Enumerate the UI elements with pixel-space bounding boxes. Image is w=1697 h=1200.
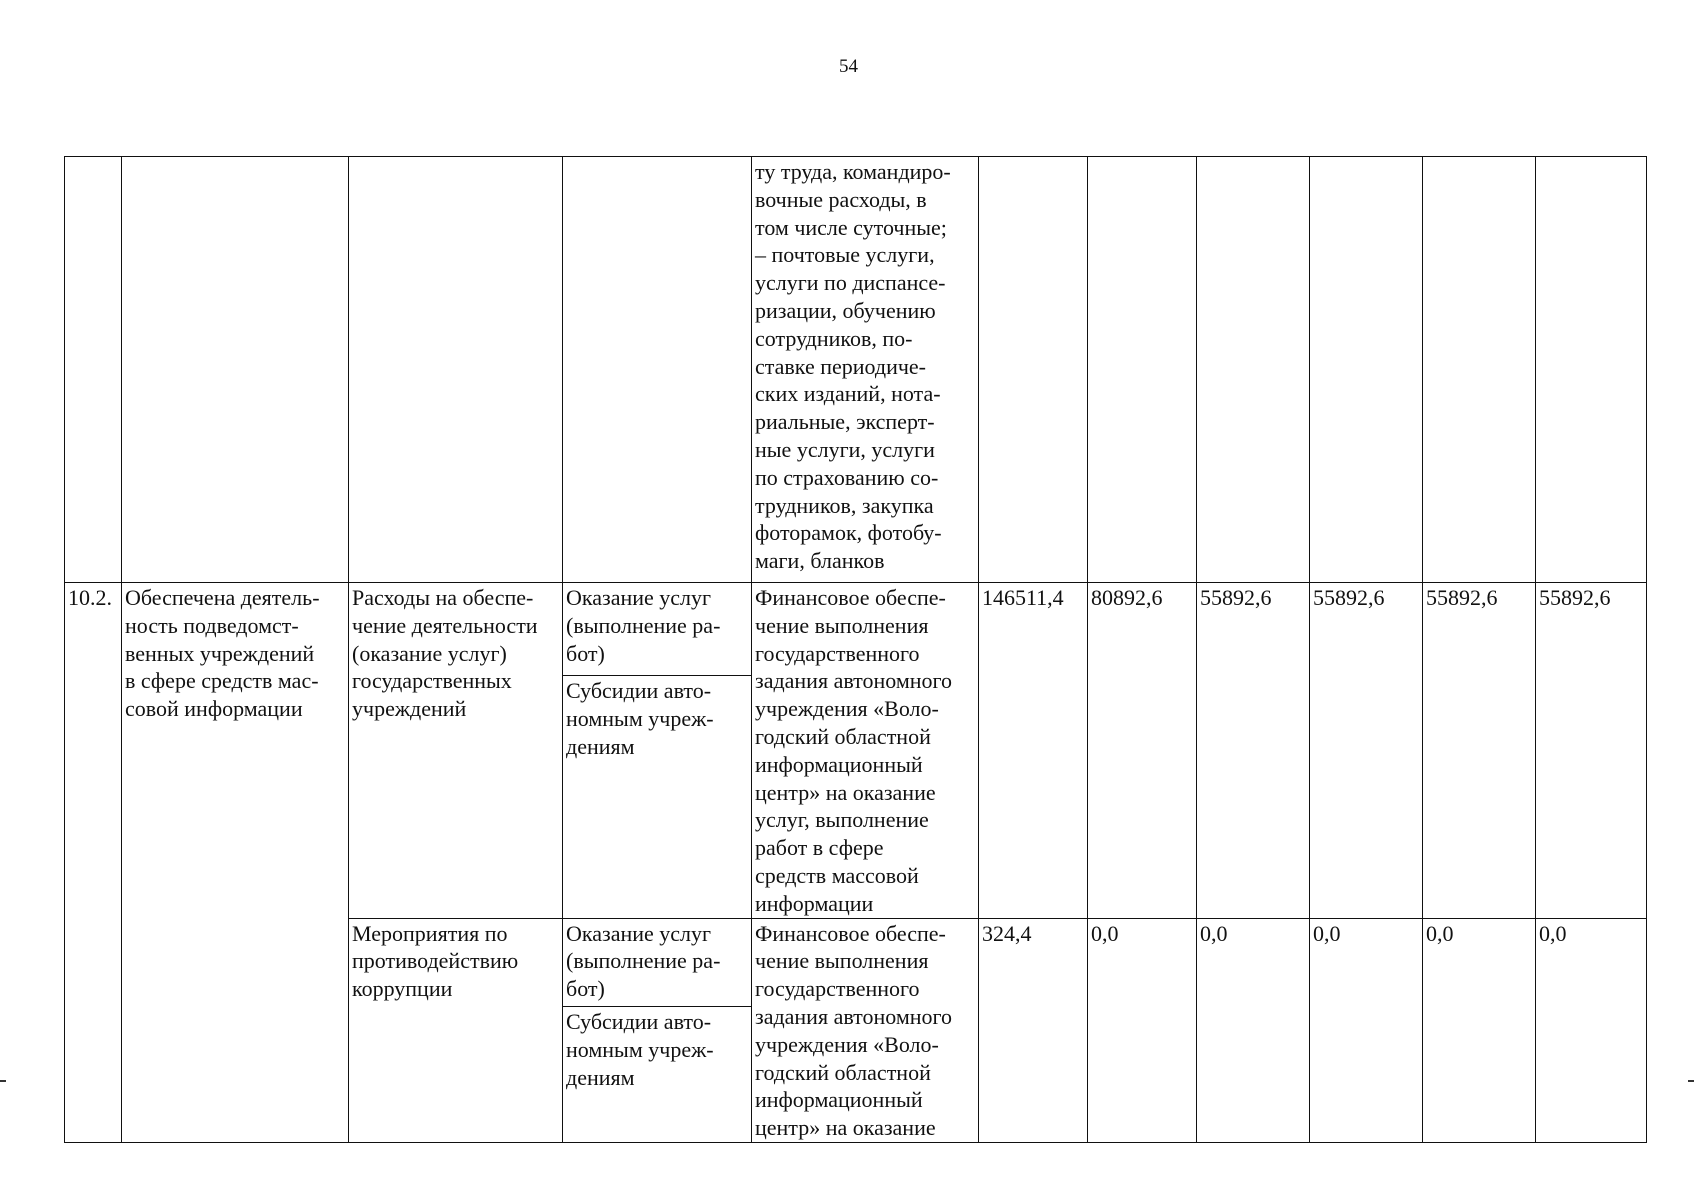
cell-type: Оказание услуг (выполнение ра- бот) xyxy=(563,583,752,676)
scan-margin-mark-left xyxy=(0,1080,6,1082)
cell-value: 0,0 xyxy=(1088,918,1197,1142)
cell-value: 80892,6 xyxy=(1088,583,1197,919)
scan-margin-mark-right xyxy=(1688,1080,1694,1082)
cell-value: 0,0 xyxy=(1423,918,1536,1142)
cell-description: Финансовое обеспе- чение выполнения государственного задания автономного учреждения «Воло- годский областной информационный центр» на оказание xyxy=(752,918,979,1142)
cell-result: Обеспечена деятель- ность подведомст- венных учреждений в сфере средств мас- совой информации xyxy=(122,583,349,1143)
page-number: 54 xyxy=(839,56,858,77)
cell-value: 0,0 xyxy=(1310,918,1423,1142)
cell-value: 324,4 xyxy=(979,918,1088,1142)
cell-description: ту труда, командиро- вочные расходы, в том числе суточные; – почтовые услуги, услуги по диспансе- ризации, обучению сотрудников, по- ставке периодиче- ских изданий, нота- риальные, эксперт- ные услуги, услуги по страхованию со- трудников, закупка фоторамок, фотобу- маги, бланков xyxy=(752,157,979,583)
cell-value xyxy=(1197,157,1310,583)
cell-value: 55892,6 xyxy=(1197,583,1310,919)
cell-activity: Расходы на обеспе- чение деятельности (оказание услуг) государственных учреждений xyxy=(349,583,563,919)
cell-value: 55892,6 xyxy=(1310,583,1423,919)
cell-type: Оказание услуг (выполнение ра- бот) xyxy=(563,918,752,1007)
cell-type: Субсидии авто- номным учреж- дениям xyxy=(563,1007,752,1143)
cell-value: 0,0 xyxy=(1197,918,1310,1142)
table-row-continuation xyxy=(65,157,1647,583)
cell-activity: Мероприятия по противодействию коррупции xyxy=(349,918,563,1142)
cell-type xyxy=(563,157,752,583)
cell-value xyxy=(1536,157,1647,583)
cell-value xyxy=(1423,157,1536,583)
budget-table xyxy=(64,156,1647,1143)
cell-value xyxy=(979,157,1088,583)
cell-value xyxy=(1088,157,1197,583)
cell-result xyxy=(122,157,349,583)
cell-value: 55892,6 xyxy=(1423,583,1536,919)
cell-value: 0,0 xyxy=(1536,918,1647,1142)
cell-number xyxy=(65,157,122,583)
cell-value xyxy=(1310,157,1423,583)
cell-value: 55892,6 xyxy=(1536,583,1647,919)
cell-number: 10.2. xyxy=(65,583,122,1143)
cell-value: 146511,4 xyxy=(979,583,1088,919)
table-row-10-2-activity-1 xyxy=(65,583,1647,676)
cell-activity xyxy=(349,157,563,583)
cell-description: Финансовое обеспе- чение выполнения государственного задания автономного учреждения «Воло- годский областной информационный центр» на оказание услуг, выполнение работ в сфере средств массовой информации xyxy=(752,583,979,919)
cell-type: Субсидии авто- номным учреж- дениям xyxy=(563,675,752,918)
